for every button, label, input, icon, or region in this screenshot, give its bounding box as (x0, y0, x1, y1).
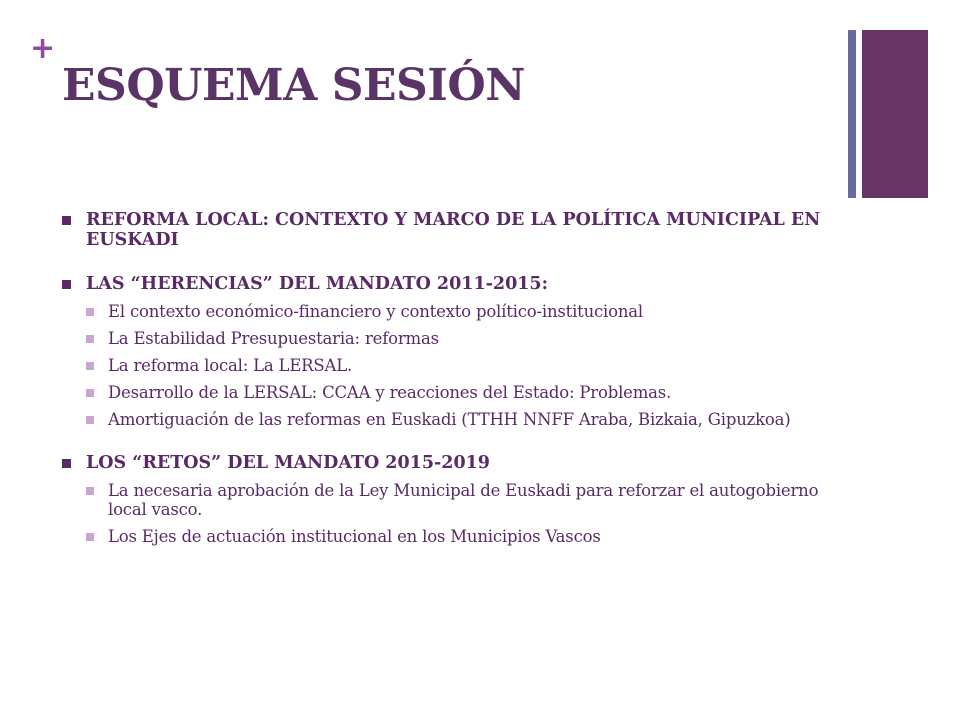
list-item-text: La Estabilidad Presupuestaria: reformas (108, 329, 439, 348)
list-item (86, 481, 822, 519)
square-bullet-icon (62, 216, 71, 225)
list-item-text: Los Ejes de actuación institucional en los Municipios Vascos (108, 527, 601, 546)
list-item (86, 302, 822, 321)
list-item (86, 410, 822, 429)
list-item-text: Amortiguación de las reformas en Euskadi (TTHH NNFF Araba, Bizkaia, Gipuzkoa) (108, 410, 791, 429)
section-retos (62, 453, 822, 546)
square-bullet-icon (62, 459, 71, 468)
list-item-text: Desarrollo de la LERSAL: CCAA y reacciones del Estado: Problemas. (108, 383, 672, 402)
section-heading: LOS “RETOS” DEL MANDATO 2015-2019 (86, 453, 490, 473)
plus-icon: + (30, 31, 56, 66)
square-bullet-icon (86, 487, 94, 495)
list-item (86, 329, 822, 348)
slide-title: ESQUEMA SESIÓN (62, 60, 525, 111)
square-bullet-icon (86, 362, 94, 370)
square-bullet-icon (86, 416, 94, 424)
list-item (86, 527, 822, 546)
square-bullet-icon (86, 335, 94, 343)
list-item (86, 383, 822, 402)
square-bullet-icon (86, 308, 94, 316)
section-heading: LAS “HERENCIAS” DEL MANDATO 2011-2015: (86, 274, 549, 294)
sub-list (86, 302, 822, 429)
list-item-text: El contexto económico-financiero y contexto político-institucional (108, 302, 643, 321)
section-herencias (62, 274, 822, 429)
square-bullet-icon (86, 389, 94, 397)
accent-bar-thick (862, 30, 928, 198)
accent-bar-thin (848, 30, 856, 198)
list-item-text: La reforma local: La LERSAL. (108, 356, 353, 375)
list-item (86, 356, 822, 375)
outline-list (62, 210, 822, 546)
section-heading: REFORMA LOCAL: CONTEXTO Y MARCO DE LA POLÍTICA MUNICIPAL EN EUSKADI (86, 210, 821, 250)
section-reforma-local (62, 210, 822, 250)
list-item-text: La necesaria aprobación de la Ley Municipal de Euskadi para reforzar el autogobierno local vasco. (108, 481, 819, 519)
sub-list (86, 481, 822, 546)
square-bullet-icon (62, 280, 71, 289)
slide-body (62, 210, 822, 570)
square-bullet-icon (86, 533, 94, 541)
